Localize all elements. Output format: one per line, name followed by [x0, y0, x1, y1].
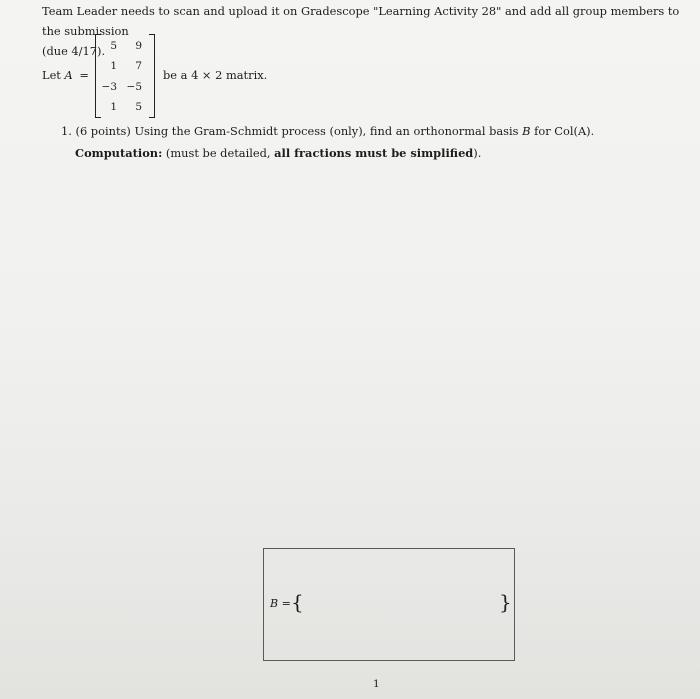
page-number: 1 — [373, 678, 380, 690]
matrix-cell: −5 — [126, 81, 142, 93]
let-text: Let — [42, 68, 61, 82]
for-text: for — [534, 124, 551, 138]
matrix-cell: 9 — [135, 40, 142, 52]
question-number: 1. — [61, 124, 72, 138]
computation-emphasis: all fractions must be simplified — [274, 146, 474, 160]
matrix-dimension-text: be a 4 × 2 matrix. — [163, 68, 268, 82]
computation-text: (must be detailed, — [165, 146, 271, 160]
computation-instructions — [75, 146, 481, 160]
question-text: Using the Gram-Schmidt process (only), find an orthonormal basis — [134, 124, 519, 138]
column-space: Col(A). — [554, 124, 595, 138]
basis-variable: B — [522, 124, 531, 138]
question-1 — [61, 124, 594, 138]
answer-box[interactable] — [263, 548, 515, 661]
computation-label: Computation: — [75, 146, 163, 160]
open-brace: { — [291, 590, 304, 614]
matrix-definition-label — [42, 68, 92, 82]
question-points: (6 points) — [75, 124, 131, 138]
answer-label: B = — [270, 597, 291, 610]
matrix-cell: 5 — [135, 101, 142, 113]
matrix-cell: 1 — [110, 60, 117, 72]
instructions-line-2: (due 4/17). — [42, 44, 106, 58]
matrix-right-bracket — [149, 34, 155, 118]
matrix-cell: 5 — [110, 40, 117, 52]
matrix-cell: 7 — [135, 60, 142, 72]
matrix-cell: −3 — [101, 81, 117, 93]
matrix-a — [95, 34, 155, 116]
matrix-cell: 1 — [110, 101, 117, 113]
matrix-variable: A — [64, 68, 73, 82]
computation-text-end: ). — [473, 146, 482, 160]
instructions-line-1: Team Leader needs to scan and upload it on Gradescope "Learning Activity 28" and add all group members to the submission — [42, 4, 680, 38]
equals-sign: = — [79, 68, 89, 82]
close-brace: } — [499, 590, 512, 614]
